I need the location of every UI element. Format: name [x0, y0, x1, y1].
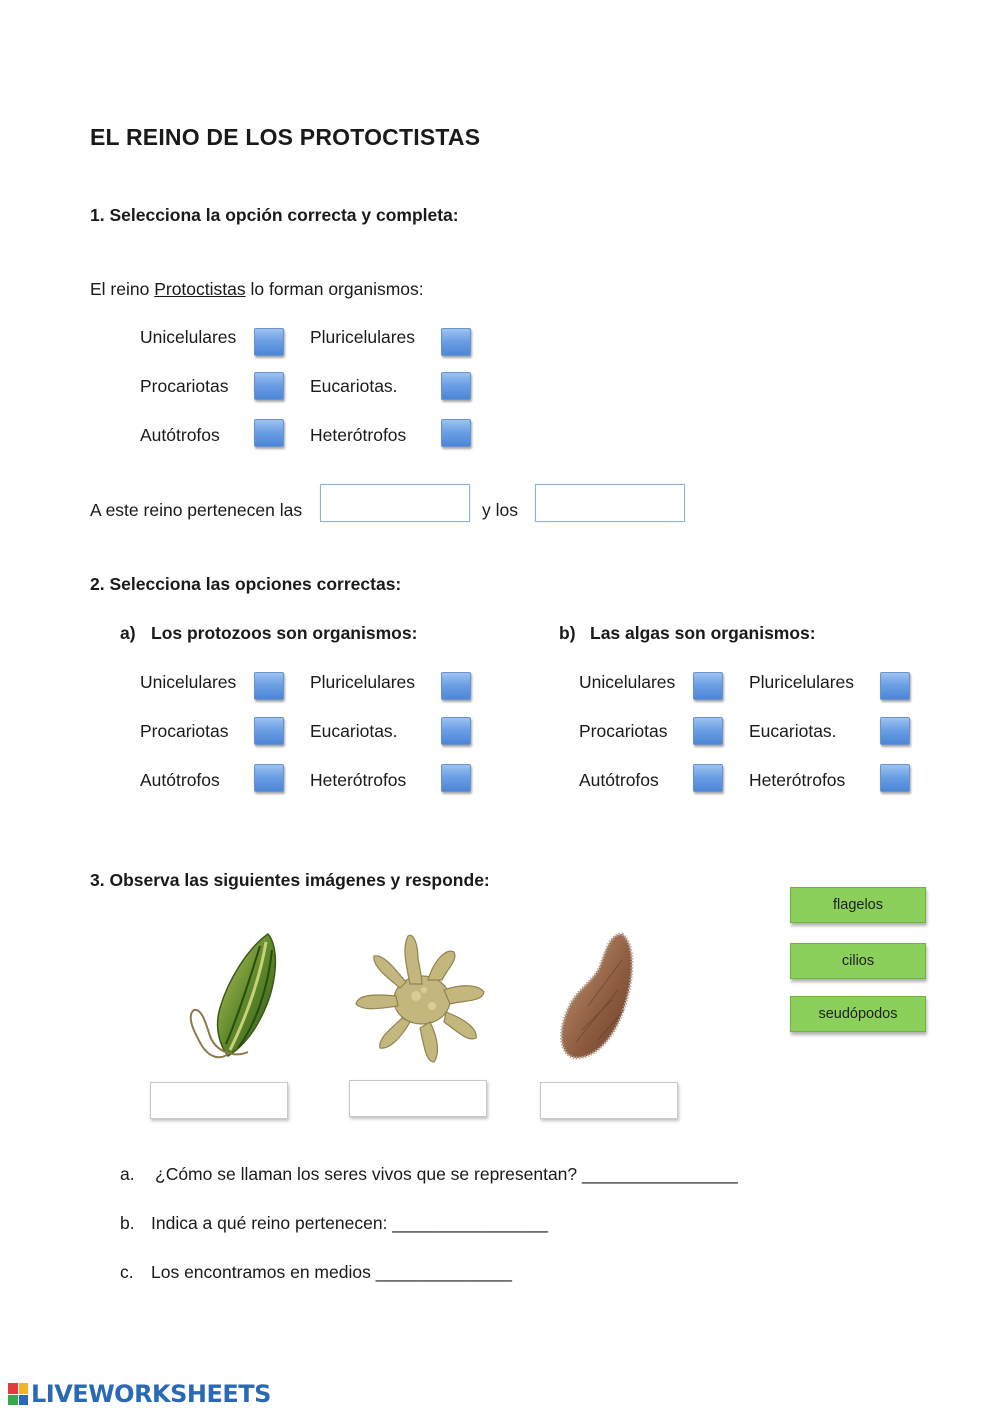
- q2a-checkbox-unicelulares[interactable]: [254, 672, 284, 700]
- q1-intro-post: lo forman organismos:: [245, 279, 424, 299]
- q1-checkbox-heterotrofos[interactable]: [441, 419, 471, 447]
- image-3-label-input[interactable]: [540, 1082, 678, 1119]
- q2b-option-procariotas: Procariotas: [579, 721, 668, 741]
- drag-item-cilios[interactable]: cilios: [790, 943, 926, 979]
- q1-intro: [90, 279, 424, 300]
- q3a-letter: a.: [120, 1164, 135, 1184]
- q1-checkbox-pluricelulares[interactable]: [441, 328, 471, 356]
- drag-item-seudopodos[interactable]: seudópodos: [790, 996, 926, 1032]
- q1-fill-text-pre: A este reino pertenecen las: [90, 500, 303, 520]
- q2b-option-pluricelulares: Pluricelulares: [749, 672, 855, 692]
- q1-heading: 1. Selecciona la opción correcta y completa:: [90, 205, 459, 225]
- q2b-checkbox-eucariotas[interactable]: [880, 717, 910, 745]
- q1-checkbox-procariotas[interactable]: [254, 372, 284, 400]
- q1-option-pluricelulares: Pluricelulares: [310, 327, 416, 347]
- q2a-option-heterotrofos: Heterótrofos: [310, 770, 407, 790]
- liveworksheets-logo: [8, 1380, 271, 1408]
- q1-checkbox-eucariotas[interactable]: [441, 372, 471, 400]
- q2b-checkbox-autotrofos[interactable]: [693, 764, 723, 792]
- logo-mark-icon: [8, 1383, 28, 1405]
- q2b-checkbox-procariotas[interactable]: [693, 717, 723, 745]
- q2a-checkbox-pluricelulares[interactable]: [441, 672, 471, 700]
- q3b-letter: b.: [120, 1213, 135, 1233]
- q3c-letter: c.: [120, 1262, 134, 1282]
- drag-item-flagelos[interactable]: flagelos: [790, 887, 926, 923]
- q2b-label: b): [559, 623, 576, 643]
- q2b-checkbox-unicelulares[interactable]: [693, 672, 723, 700]
- q1-fill-text-mid: y los: [482, 500, 518, 520]
- page-title: EL REINO DE LOS PROTOCTISTAS: [90, 124, 481, 150]
- q1-answer-input-2[interactable]: [535, 484, 685, 522]
- q2a-option-autotrofos: Autótrofos: [140, 770, 220, 790]
- amoeba-image: [350, 928, 495, 1068]
- paramecium-image: [552, 930, 642, 1065]
- q3-heading: 3. Observa las siguientes imágenes y responde:: [90, 870, 490, 890]
- logo-text: LIVEWORKSHEETS: [31, 1380, 271, 1408]
- q2-heading: 2. Selecciona las opciones correctas:: [90, 574, 402, 594]
- q1-option-procariotas: Procariotas: [140, 376, 229, 396]
- q2b-checkbox-pluricelulares[interactable]: [880, 672, 910, 700]
- q3c-text: Los encontramos en medios ______________: [151, 1262, 512, 1282]
- q3b-text: Indica a qué reino pertenecen: ________________: [151, 1213, 549, 1233]
- q2b-option-unicelulares: Unicelulares: [579, 672, 676, 692]
- q2a-option-unicelulares: Unicelulares: [140, 672, 237, 692]
- q1-intro-pre: El reino: [90, 279, 155, 299]
- q1-option-eucariotas: Eucariotas.: [310, 376, 398, 396]
- q2b-option-autotrofos: Autótrofos: [579, 770, 659, 790]
- q2a-option-procariotas: Procariotas: [140, 721, 229, 741]
- q2b-title: Las algas son organismos:: [590, 623, 816, 643]
- q2a-checkbox-heterotrofos[interactable]: [441, 764, 471, 792]
- image-1-label-input[interactable]: [150, 1082, 288, 1119]
- q3a-text: ¿Cómo se llaman los seres vivos que se representan? ________________: [155, 1164, 738, 1184]
- q2a-option-pluricelulares: Pluricelulares: [310, 672, 416, 692]
- q2a-checkbox-autotrofos[interactable]: [254, 764, 284, 792]
- q2a-checkbox-eucariotas[interactable]: [441, 717, 471, 745]
- q1-checkbox-unicelulares[interactable]: [254, 328, 284, 356]
- q2b-option-eucariotas: Eucariotas.: [749, 721, 837, 741]
- q2a-checkbox-procariotas[interactable]: [254, 717, 284, 745]
- euglena-image: [180, 928, 285, 1068]
- q2b-checkbox-heterotrofos[interactable]: [880, 764, 910, 792]
- image-2-label-input[interactable]: [349, 1080, 487, 1117]
- q2a-option-eucariotas: Eucariotas.: [310, 721, 398, 741]
- q1-intro-link: Protoctistas: [154, 279, 246, 299]
- q2b-option-heterotrofos: Heterótrofos: [749, 770, 846, 790]
- q2a-label: a): [120, 623, 136, 643]
- q1-checkbox-autotrofos[interactable]: [254, 419, 284, 447]
- q2a-title: Los protozoos son organismos:: [151, 623, 418, 643]
- q1-answer-input-1[interactable]: [320, 484, 470, 522]
- q1-option-autotrofos: Autótrofos: [140, 425, 220, 445]
- q1-option-unicelulares: Unicelulares: [140, 327, 237, 347]
- q1-option-heterotrofos: Heterótrofos: [310, 425, 407, 445]
